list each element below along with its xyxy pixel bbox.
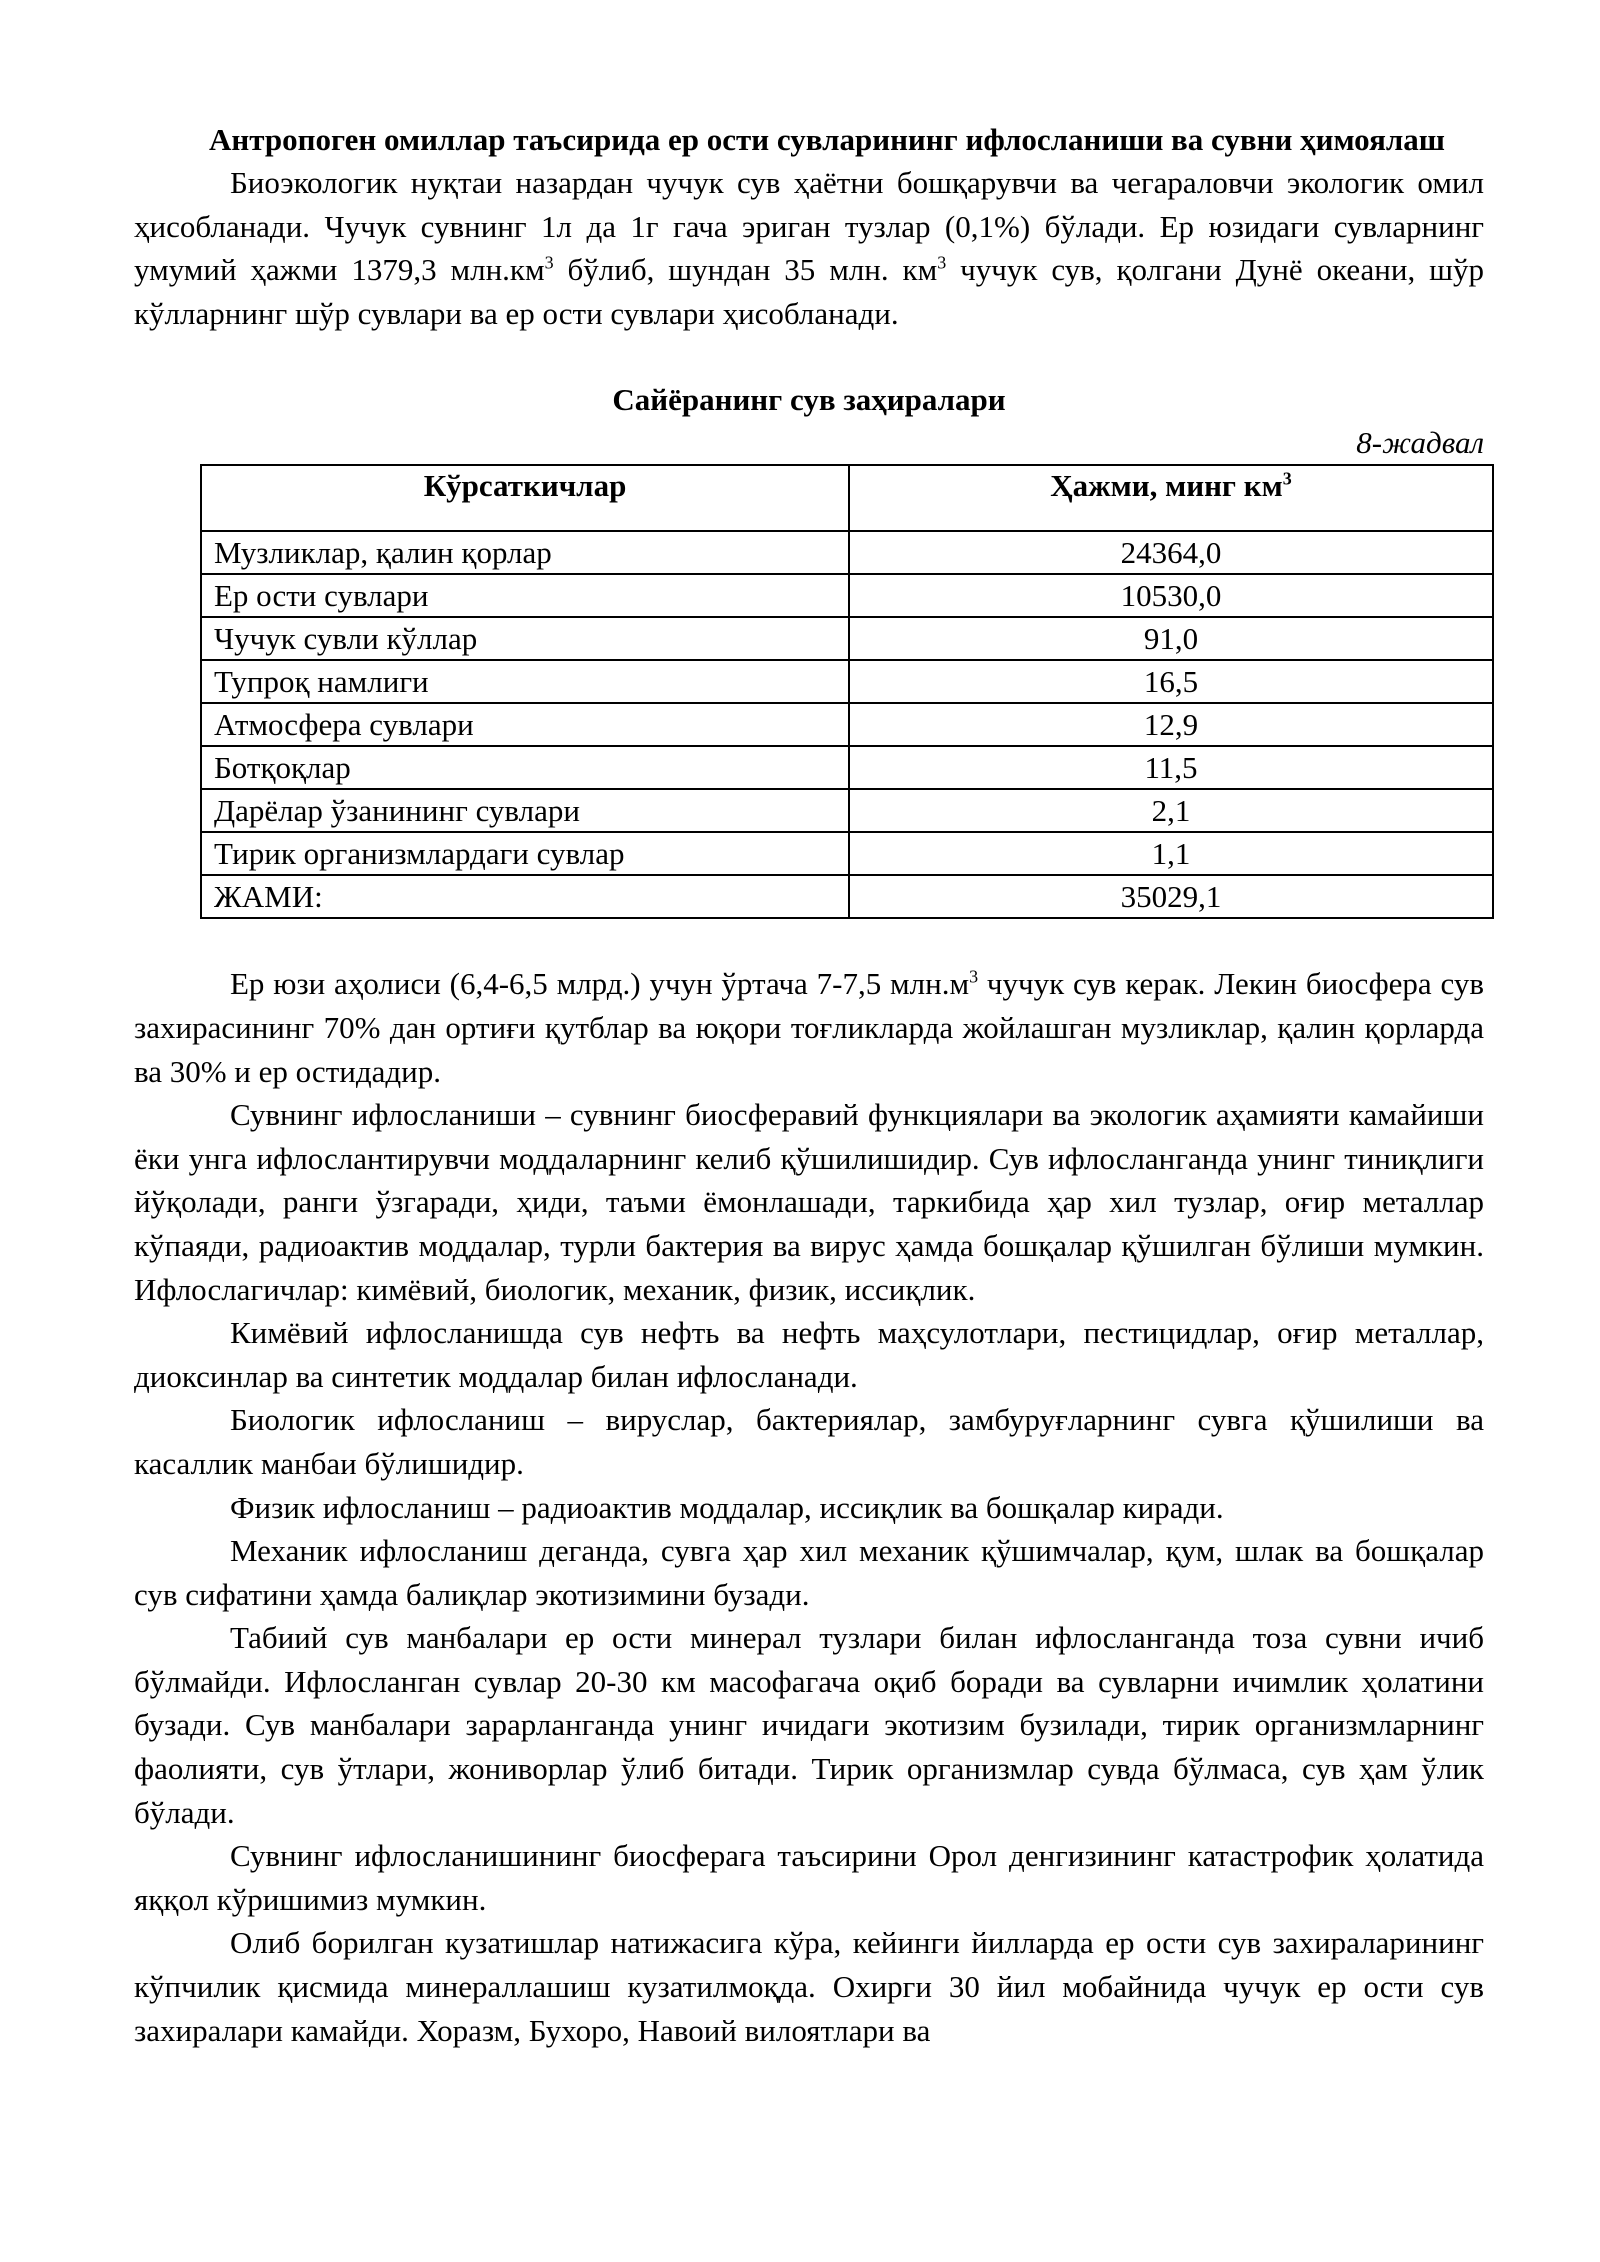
body-paragraphs	[134, 1093, 1484, 2052]
intro-superscript-2: 3	[937, 252, 947, 273]
table-body	[201, 531, 1493, 918]
body-paragraph: Механик ифлосланиш деганда, сувга ҳар хил механик қўшимчалар, қум, шлак ва бошқалар сув сифатини ҳамда балиқлар экотизимини бузади.	[134, 1533, 1484, 1612]
body-paragraph: Физик ифлосланиш – радиоактив моддалар, иссиқлик ва бошқалар киради.	[230, 1489, 1224, 1525]
table-cell-volume: 24364,0	[849, 531, 1493, 574]
table-header-row	[201, 465, 1493, 531]
table-cell-volume: 10530,0	[849, 574, 1493, 617]
table-row	[201, 617, 1493, 660]
body-paragraph: Биологик ифлосланиш – вируслар, бактериялар, замбуруғларнинг сувга қўшилиши ва касаллик манбаи бўлишидир.	[134, 1402, 1484, 1481]
table-cell-volume: 12,9	[849, 703, 1493, 746]
population-superscript: 3	[969, 967, 979, 988]
column-header-volume-text: Ҳажми, минг км	[1050, 468, 1283, 504]
body-paragraph: Сувнинг ифлосланиши – сувнинг биосферавий функциялари ва экологик аҳамияти камайиши ёки унга ифлослантирувчи моддаларнинг келиб қўшилишидир. Сув ифлосланганда унинг тиниқлиги йўқолади, ранги ўзгаради, ҳиди, таъми ёмонлашади, таркибида ҳар хил тузлар, оғир металлар кўпаяди, радиоактив моддалар, турли бактерия ва вирус ҳамда бошқалар қўшилган бўлиши мумкин. Ифлослагичлар: кимёвий, биологик, механик, физик, иссиқлик.	[134, 1097, 1484, 1307]
table-cell-indicator: ЖАМИ:	[201, 875, 849, 918]
intro-text-2: бўлиб, шундан 35 млн. км	[553, 252, 938, 288]
table-cell-volume: 11,5	[849, 746, 1493, 789]
document-title: Антропоген омиллар таъсирида ер ости сувларининг ифлосланиши ва сувни ҳимоялаш	[209, 122, 1445, 157]
table-cell-indicator: Чучук сувли кўллар	[201, 617, 849, 660]
water-reserves-table	[200, 464, 1494, 919]
document-page	[134, 118, 1484, 2052]
table-cell-indicator: Музликлар, қалин қорлар	[201, 531, 849, 574]
table-cell-volume: 91,0	[849, 617, 1493, 660]
table-row	[201, 531, 1493, 574]
column-header-volume-superscript: 3	[1282, 469, 1292, 490]
table-cell-indicator: Дарёлар ўзанининг сувлари	[201, 789, 849, 832]
table-cell-indicator: Атмосфера сувлари	[201, 703, 849, 746]
table-cell-volume: 16,5	[849, 660, 1493, 703]
intro-text-3: чучук сув, қолгани Дунё океани, шўр кўлларнинг шўр сувлари ва ер ости сувлари ҳисобланади.	[134, 252, 1484, 331]
table-number-label: 8-жадвал	[1356, 425, 1484, 461]
table-row	[201, 746, 1493, 789]
table-cell-volume: 1,1	[849, 832, 1493, 875]
body-paragraph: Олиб борилган кузатишлар натижасига кўра, кейинги йилларда ер ости сув захираларининг кўпчилик қисмида минераллашиш кузатилмоқда. Охирги 30 йил мобайнида чучук ер ости сув захиралари камайди. Хоразм, Бухоро, Навоий вилоятлари ва	[134, 1925, 1484, 2048]
table-row	[201, 660, 1493, 703]
column-header-volume	[849, 465, 1493, 531]
intro-superscript-1: 3	[544, 252, 554, 273]
body-paragraph: Кимёвий ифлосланишда сув нефть ва нефть маҳсулотлари, пестицидлар, оғир металлар, диоксинлар ва синтетик моддалар билан ифлосланади.	[134, 1315, 1484, 1394]
table-cell-volume: 2,1	[849, 789, 1493, 832]
population-paragraph	[134, 962, 1484, 1093]
table-row	[201, 574, 1493, 617]
table-row	[201, 875, 1493, 918]
table-row	[201, 703, 1493, 746]
table-row	[201, 832, 1493, 875]
population-text-2: чучук сув керак. Лекин биосфера сув захирасининг 70% дан ортиғи қутблар ва юқори тоғликларда жойлашган музликлар, қалин қорларда ва 30% и ер остидадир.	[134, 966, 1485, 1089]
table-title: Сайёранинг сув заҳиралари	[612, 382, 1006, 418]
intro-text-1: Биоэкологик нуқтаи назардан чучук сув ҳаётни бошқарувчи ва чегараловчи экологик омил ҳисобланади. Чучук сувнинг 1л да 1г гача эриган тузлар (0,1%) бўлади. Ер юзидаги сувларнинг умумий ҳажми 1379,3 млн.км	[134, 165, 1484, 288]
population-text-1: Ер юзи аҳолиси (6,4-6,5 млрд.) учун ўртача 7-7,5 млн.м	[230, 966, 970, 1002]
column-header-indicators: Кўрсаткичлар	[201, 465, 849, 531]
table-cell-indicator: Ер ости сувлари	[201, 574, 849, 617]
table-cell-indicator: Тупроқ намлиги	[201, 660, 849, 703]
table-cell-volume: 35029,1	[849, 875, 1493, 918]
table-cell-indicator: Ботқоқлар	[201, 746, 849, 789]
intro-paragraph	[134, 161, 1484, 335]
body-paragraph: Сувнинг ифлосланишининг биосферага таъсирини Орол денгизининг катастрофик ҳолатида яққол кўришимиз мумкин.	[134, 1838, 1484, 1917]
table-cell-indicator: Тирик организмлардаги сувлар	[201, 832, 849, 875]
body-paragraph: Табиий сув манбалари ер ости минерал тузлари билан ифлосланганда тоза сувни ичиб бўлмайди. Ифлосланган сувлар 20-30 км масофагача оқиб боради ва сувларни ичимлик ҳолатини бузади. Сув манбалари зарарланганда унинг ичидаги экотизим бузилади, тирик организмларнинг фаолияти, сув ўтлари, жониворлар ўлиб битади. Тирик организмлар сувда бўлмаса, сув ҳам ўлик бўлади.	[134, 1620, 1484, 1830]
table-row	[201, 789, 1493, 832]
